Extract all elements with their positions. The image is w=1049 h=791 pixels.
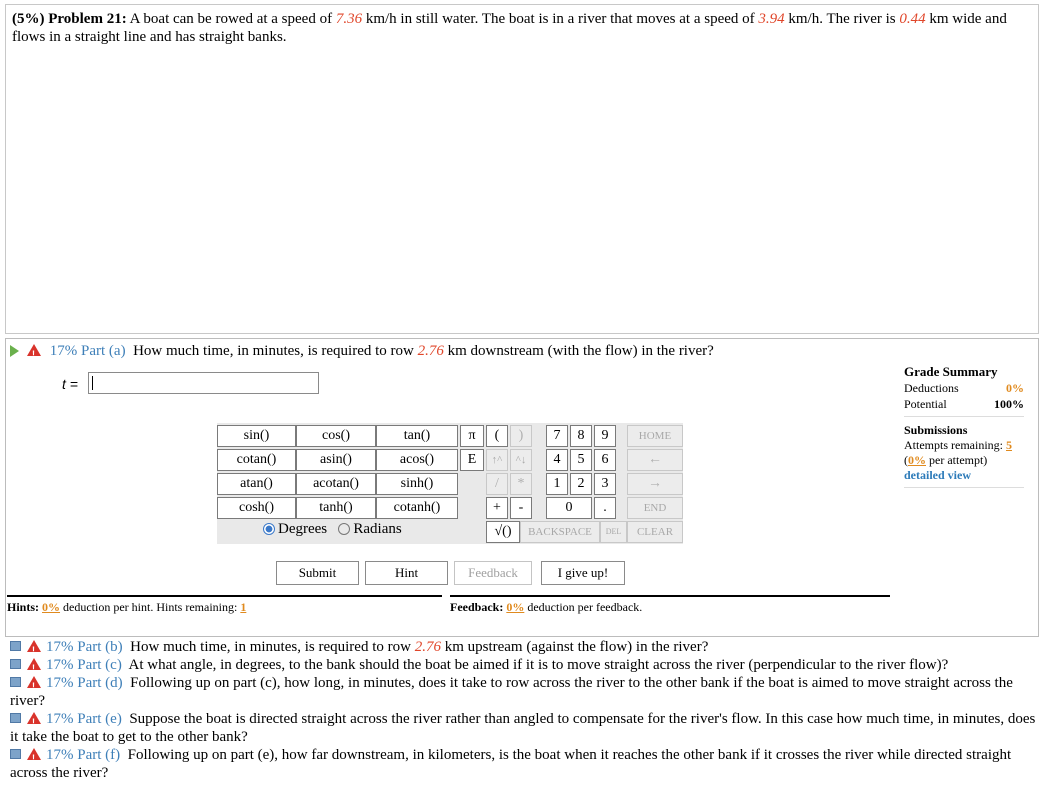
- divider: [904, 416, 1024, 417]
- part-text: Following up on part (e), how far downstream, in kilometers, is the boat when it reaches the other bank if it crosses the river while directed straight across the river?: [10, 747, 1012, 781]
- cos-button[interactable]: cos(): [296, 425, 376, 447]
- minus-key[interactable]: -: [510, 497, 532, 519]
- part-a-distance: 2.76: [417, 343, 444, 359]
- part-label: Part (c): [77, 657, 122, 673]
- part-label: Part (f): [77, 747, 121, 763]
- part-text: Suppose the boat is directed straight across the river rather than angled to compensate for the river's flow. In this case how much time, in minutes, does it take the boat to get to the other bank?: [10, 711, 1036, 745]
- key-9[interactable]: 9: [594, 425, 616, 447]
- problem-text-4: km wide and flows in a straight line and has straight banks.: [12, 11, 1007, 45]
- open-paren-key[interactable]: (: [486, 425, 508, 447]
- hints-label: Hints:: [7, 600, 40, 614]
- problem-text-2: km/h in still water. The boat is in a river that moves at a speed of: [362, 11, 759, 27]
- deductions-value: 0%: [1006, 381, 1024, 395]
- right-arrow-key[interactable]: →: [627, 473, 683, 495]
- part-text: How much time, in minutes, is required to row: [130, 639, 415, 655]
- deductions-label: Deductions: [904, 381, 959, 395]
- problem-weight: (5%): [12, 11, 45, 27]
- part-e-item[interactable]: [10, 710, 1040, 746]
- hints-bar: [7, 595, 442, 615]
- deductions-row: [904, 380, 1024, 396]
- attempts-value: 5: [1005, 438, 1012, 452]
- key-0[interactable]: 0: [546, 497, 592, 519]
- warning-icon: [27, 658, 41, 670]
- degrees-label: Degrees: [278, 521, 328, 537]
- backspace-key[interactable]: BACKSPACE: [520, 521, 600, 543]
- attempts-label: Attempts remaining:: [904, 438, 1006, 452]
- part-a-text-2: km downstream (with the flow) in the river?: [443, 343, 714, 359]
- part-f-item[interactable]: [10, 746, 1040, 782]
- sqrt-key[interactable]: √(): [486, 521, 520, 543]
- problem-frame: [5, 4, 1039, 334]
- problem-text-1: A boat can be rowed at a speed of: [129, 11, 336, 27]
- divide-key[interactable]: /: [486, 473, 508, 495]
- asin-button[interactable]: asin(): [296, 449, 376, 471]
- degrees-radio[interactable]: [263, 523, 275, 535]
- per-attempt-pct: 0%: [908, 453, 926, 467]
- feedback-text: deduction per feedback.: [524, 600, 643, 614]
- part-distance: 2.76: [414, 639, 441, 655]
- problem-text-3: km/h. The river is: [784, 11, 900, 27]
- atan-button[interactable]: atan(): [217, 473, 296, 495]
- feedback-bar: [450, 595, 890, 615]
- warning-icon: [27, 344, 41, 356]
- multiply-key[interactable]: *: [510, 473, 532, 495]
- key-6[interactable]: 6: [594, 449, 616, 471]
- key-2[interactable]: 2: [570, 473, 592, 495]
- feedback-pct: 0%: [506, 600, 525, 614]
- left-arrow-key[interactable]: ←: [627, 449, 683, 471]
- part-pct: 17%: [46, 747, 74, 763]
- expand-icon[interactable]: [10, 641, 21, 651]
- plus-key[interactable]: +: [486, 497, 508, 519]
- submit-button[interactable]: Submit: [276, 561, 359, 585]
- expand-icon[interactable]: [10, 713, 21, 723]
- part-text: At what angle, in degrees, to the bank should the boat be aimed if it is to move straight across the river (perpendicular to the river flow)?: [128, 657, 949, 673]
- grade-summary: [904, 364, 1024, 494]
- answer-variable-label: t =: [62, 376, 78, 392]
- part-a-text-1: How much time, in minutes, is required to row: [133, 343, 418, 359]
- tanh-button[interactable]: tanh(): [296, 497, 376, 519]
- cotan-button[interactable]: cotan(): [217, 449, 296, 471]
- sinh-button[interactable]: sinh(): [376, 473, 458, 495]
- other-parts-list: [10, 638, 1040, 782]
- divider: [904, 487, 1024, 488]
- key-1[interactable]: 1: [546, 473, 568, 495]
- superscript-up-key[interactable]: ↑^: [486, 449, 508, 471]
- detailed-view-link[interactable]: detailed view: [904, 468, 971, 482]
- problem-label: Problem 21:: [48, 11, 127, 27]
- give-up-button[interactable]: I give up!: [541, 561, 625, 585]
- grade-summary-title: Grade Summary: [904, 364, 998, 379]
- part-label: Part (b): [77, 639, 123, 655]
- clear-key[interactable]: CLEAR: [627, 521, 683, 543]
- feedback-button[interactable]: Feedback: [454, 561, 532, 585]
- key-8[interactable]: 8: [570, 425, 592, 447]
- superscript-down-key[interactable]: ^↓: [510, 449, 532, 471]
- attempts-text: Attempts remaining: 5 (0% per attempt) detailed view: [904, 438, 1012, 482]
- potential-label: Potential: [904, 397, 947, 411]
- key-5[interactable]: 5: [570, 449, 592, 471]
- home-key[interactable]: HOME: [627, 425, 683, 447]
- cotanh-button[interactable]: cotanh(): [376, 497, 458, 519]
- decimal-key[interactable]: .: [594, 497, 616, 519]
- part-text: Following up on part (c), how long, in minutes, does it take to row across the river to the other bank if the boat is aimed to move straight across the river?: [10, 675, 1013, 709]
- hint-button[interactable]: Hint: [365, 561, 448, 585]
- part-a-label: Part (a): [81, 343, 126, 359]
- part-a-header: [10, 342, 714, 360]
- potential-value: 100%: [994, 397, 1024, 411]
- potential-row: [904, 396, 1024, 412]
- per-attempt-text: per attempt): [926, 453, 988, 467]
- delete-key[interactable]: DEL: [600, 521, 627, 543]
- part-b-item[interactable]: [10, 638, 1040, 656]
- acos-button[interactable]: acos(): [376, 449, 458, 471]
- part-c-item[interactable]: [10, 656, 1040, 674]
- close-paren-key[interactable]: ): [510, 425, 532, 447]
- hints-pct: 0%: [42, 600, 61, 614]
- expand-icon[interactable]: [10, 677, 21, 687]
- river-width-value: 0.44: [899, 11, 926, 27]
- part-pct: 17%: [46, 675, 74, 691]
- acotan-button[interactable]: acotan(): [296, 473, 376, 495]
- expand-icon[interactable]: [10, 659, 21, 669]
- tan-button[interactable]: tan(): [376, 425, 458, 447]
- warning-icon: [27, 640, 41, 652]
- part-label: Part (e): [77, 711, 122, 727]
- play-icon[interactable]: [10, 345, 19, 357]
- e-key[interactable]: E: [460, 449, 484, 471]
- warning-icon: [27, 676, 41, 688]
- hints-text: deduction per hint. Hints remaining:: [60, 600, 241, 614]
- part-d-item[interactable]: [10, 674, 1040, 710]
- angle-mode-selector: [263, 521, 402, 538]
- problem-statement: [12, 10, 1032, 46]
- key-7[interactable]: 7: [546, 425, 568, 447]
- warning-icon: [27, 748, 41, 760]
- part-pct: 17%: [46, 639, 74, 655]
- radians-label: Radians: [353, 521, 402, 537]
- key-3[interactable]: 3: [594, 473, 616, 495]
- end-key[interactable]: END: [627, 497, 683, 519]
- sin-button[interactable]: sin(): [217, 425, 296, 447]
- feedback-label: Feedback:: [450, 600, 504, 614]
- boat-speed-value: 7.36: [335, 11, 363, 27]
- pi-key[interactable]: π: [460, 425, 484, 447]
- key-4[interactable]: 4: [546, 449, 568, 471]
- part-a-pct: 17%: [49, 343, 78, 359]
- part-pct: 17%: [46, 657, 74, 673]
- submissions-title: Submissions: [904, 423, 968, 437]
- expand-icon[interactable]: [10, 749, 21, 759]
- radians-radio[interactable]: [338, 523, 350, 535]
- answer-input[interactable]: [88, 372, 319, 394]
- part-pct: 17%: [46, 711, 74, 727]
- part-text-2: km upstream (against the flow) in the river?: [440, 639, 709, 655]
- river-speed-value: 3.94: [758, 11, 785, 27]
- hints-remaining: 1: [240, 600, 247, 614]
- part-label: Part (d): [77, 675, 123, 691]
- warning-icon: [27, 712, 41, 724]
- cosh-button[interactable]: cosh(): [217, 497, 296, 519]
